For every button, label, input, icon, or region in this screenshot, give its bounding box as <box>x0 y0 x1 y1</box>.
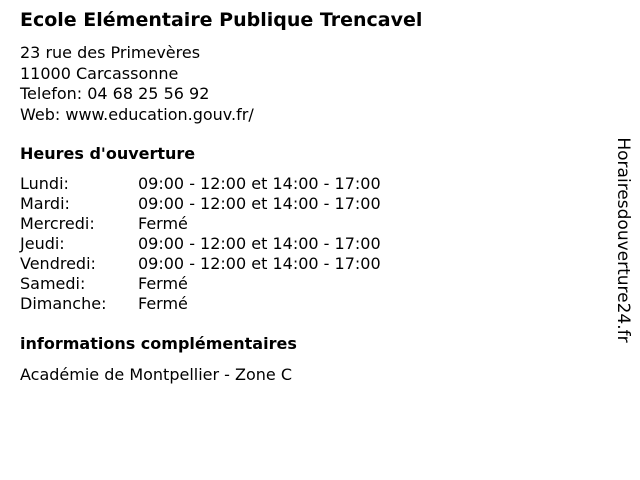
day-hours: Fermé <box>138 274 188 293</box>
hours-table <box>20 174 381 314</box>
day-label: Lundi: <box>20 174 69 193</box>
hours-row-thursday <box>20 234 381 254</box>
address-block <box>20 43 254 125</box>
website: Web: www.education.gouv.fr/ <box>20 104 254 124</box>
day-label: Samedi: <box>20 274 86 293</box>
day-label: Vendredi: <box>20 254 96 273</box>
day-hours: 09:00 - 12:00 et 14:00 - 17:00 <box>138 194 381 213</box>
hours-row-monday <box>20 174 381 194</box>
hours-row-saturday <box>20 274 381 294</box>
site-watermark: Horairesdouverture24.fr <box>613 137 633 343</box>
hours-row-tuesday <box>20 194 381 214</box>
day-label: Dimanche: <box>20 294 107 313</box>
city: 11000 Carcassonne <box>20 63 179 83</box>
day-label: Mercredi: <box>20 214 95 233</box>
day-hours: Fermé <box>138 294 188 313</box>
info-text: Académie de Montpellier - Zone C <box>20 365 293 384</box>
hours-heading: Heures d'ouverture <box>20 144 196 163</box>
phone-number: Telefon: 04 68 25 56 92 <box>20 84 210 103</box>
day-label: Mardi: <box>20 194 70 213</box>
hours-row-sunday <box>20 294 381 314</box>
day-hours: 09:00 - 12:00 et 14:00 - 17:00 <box>138 254 381 273</box>
hours-row-wednesday <box>20 214 381 234</box>
day-hours: Fermé <box>138 214 188 233</box>
hours-row-friday <box>20 254 381 274</box>
day-hours: 09:00 - 12:00 et 14:00 - 17:00 <box>138 174 381 193</box>
day-label: Jeudi: <box>20 234 65 253</box>
info-heading: informations complémentaires <box>20 334 297 353</box>
day-hours: 09:00 - 12:00 et 14:00 - 17:00 <box>138 234 381 253</box>
street-address: 23 rue des Primevères <box>20 43 201 62</box>
page-title: Ecole Elémentaire Publique Trencavel <box>20 9 423 31</box>
